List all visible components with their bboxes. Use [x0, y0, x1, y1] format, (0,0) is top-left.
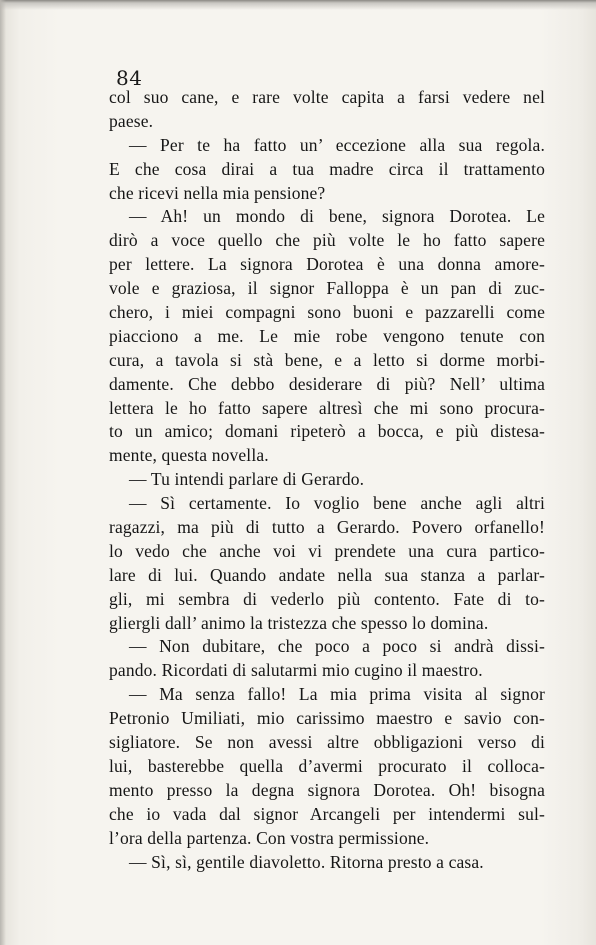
text-line: lui, basterebbe quella d’avermi procurato il colloca-: [109, 755, 545, 776]
text-line: — Non dubitare, che poco a poco si andrà dissi-: [129, 636, 545, 657]
text-line: pando. Ricordati di salutarmi mio cugino il maestro.: [109, 660, 483, 681]
text-line: l’ora della partenza. Con vostra permissione.: [109, 827, 430, 848]
text-line: E che cosa dirai a tua madre circa il trattamento: [109, 158, 545, 179]
text-line: Petronio Umiliati, mio carissimo maestro e savio con-: [109, 708, 545, 729]
page-top-edge: [0, 0, 596, 10]
text-line: ragazzi, ma più di tutto a Gerardo. Povero orfanello!: [109, 517, 545, 538]
text-line: gliergli dall’ animo la tristezza che spesso lo domina.: [109, 612, 489, 633]
text-line: — Sì certamente. Io voglio bene anche agli altri: [129, 493, 545, 514]
text-line: lettera le ho fatto sapere altresì che mi sono procura-: [109, 397, 545, 418]
text-line: paese.: [109, 110, 154, 131]
text-line: vole e graziosa, il signor Falloppa è un pan di zuc-: [109, 278, 545, 299]
text-line: mento presso la degna signora Dorotea. Oh! bisogna: [109, 779, 545, 800]
page-number: 84: [116, 66, 143, 90]
text-line: col suo cane, e rare volte capita a farsi vedere nel: [109, 87, 545, 107]
text-line: per lettere. La signora Dorotea è una donna amore-: [109, 254, 545, 275]
text-line: che io vada dal signor Arcangeli per intendermi sul-: [109, 803, 545, 824]
page-binding-edge: [0, 0, 6, 945]
text-line: to un amico; domani ripeterò a bocca, e più distesa-: [109, 421, 545, 442]
text-line: — Per te ha fatto un’ eccezione alla sua regola.: [129, 134, 545, 155]
text-line: dirò a voce quello che più volte le ho fatto sapere: [109, 230, 545, 251]
text-line: damente. Che debbo desiderare di più? Nell’ ultima: [109, 373, 545, 394]
text-line: chero, i miei compagni sono buoni e pazzarelli come: [109, 302, 545, 323]
text-line: che ricevi nella mia pensione?: [109, 182, 326, 203]
text-line: — Tu intendi parlare di Gerardo.: [129, 469, 365, 490]
text-line: lare di lui. Quando andate nella sua stanza a parlar-: [109, 564, 545, 585]
text-line: gli, mi sembra di vederlo più contento. Fate di to-: [109, 588, 545, 609]
text-line: sigliatore. Se non avessi altre obbligazioni verso di: [109, 732, 545, 753]
text-line: piacciono a me. Le mie robe vengono tenute con: [109, 325, 545, 346]
text-line: — Sì, sì, gentile diavoletto. Ritorna presto a casa.: [129, 851, 484, 872]
text-line: mente, questa novella.: [109, 445, 269, 466]
text-line: — Ah! un mondo di bene, signora Dorotea. Le: [129, 206, 545, 227]
text-line: lo vedo che anche voi vi prendete una cura partico-: [109, 540, 545, 561]
body-text: [109, 86, 545, 874]
text-line: cura, a tavola si stà bene, e a letto si dorme morbi-: [109, 349, 545, 370]
text-line: — Ma senza fallo! La mia prima visita al signor: [129, 684, 545, 705]
